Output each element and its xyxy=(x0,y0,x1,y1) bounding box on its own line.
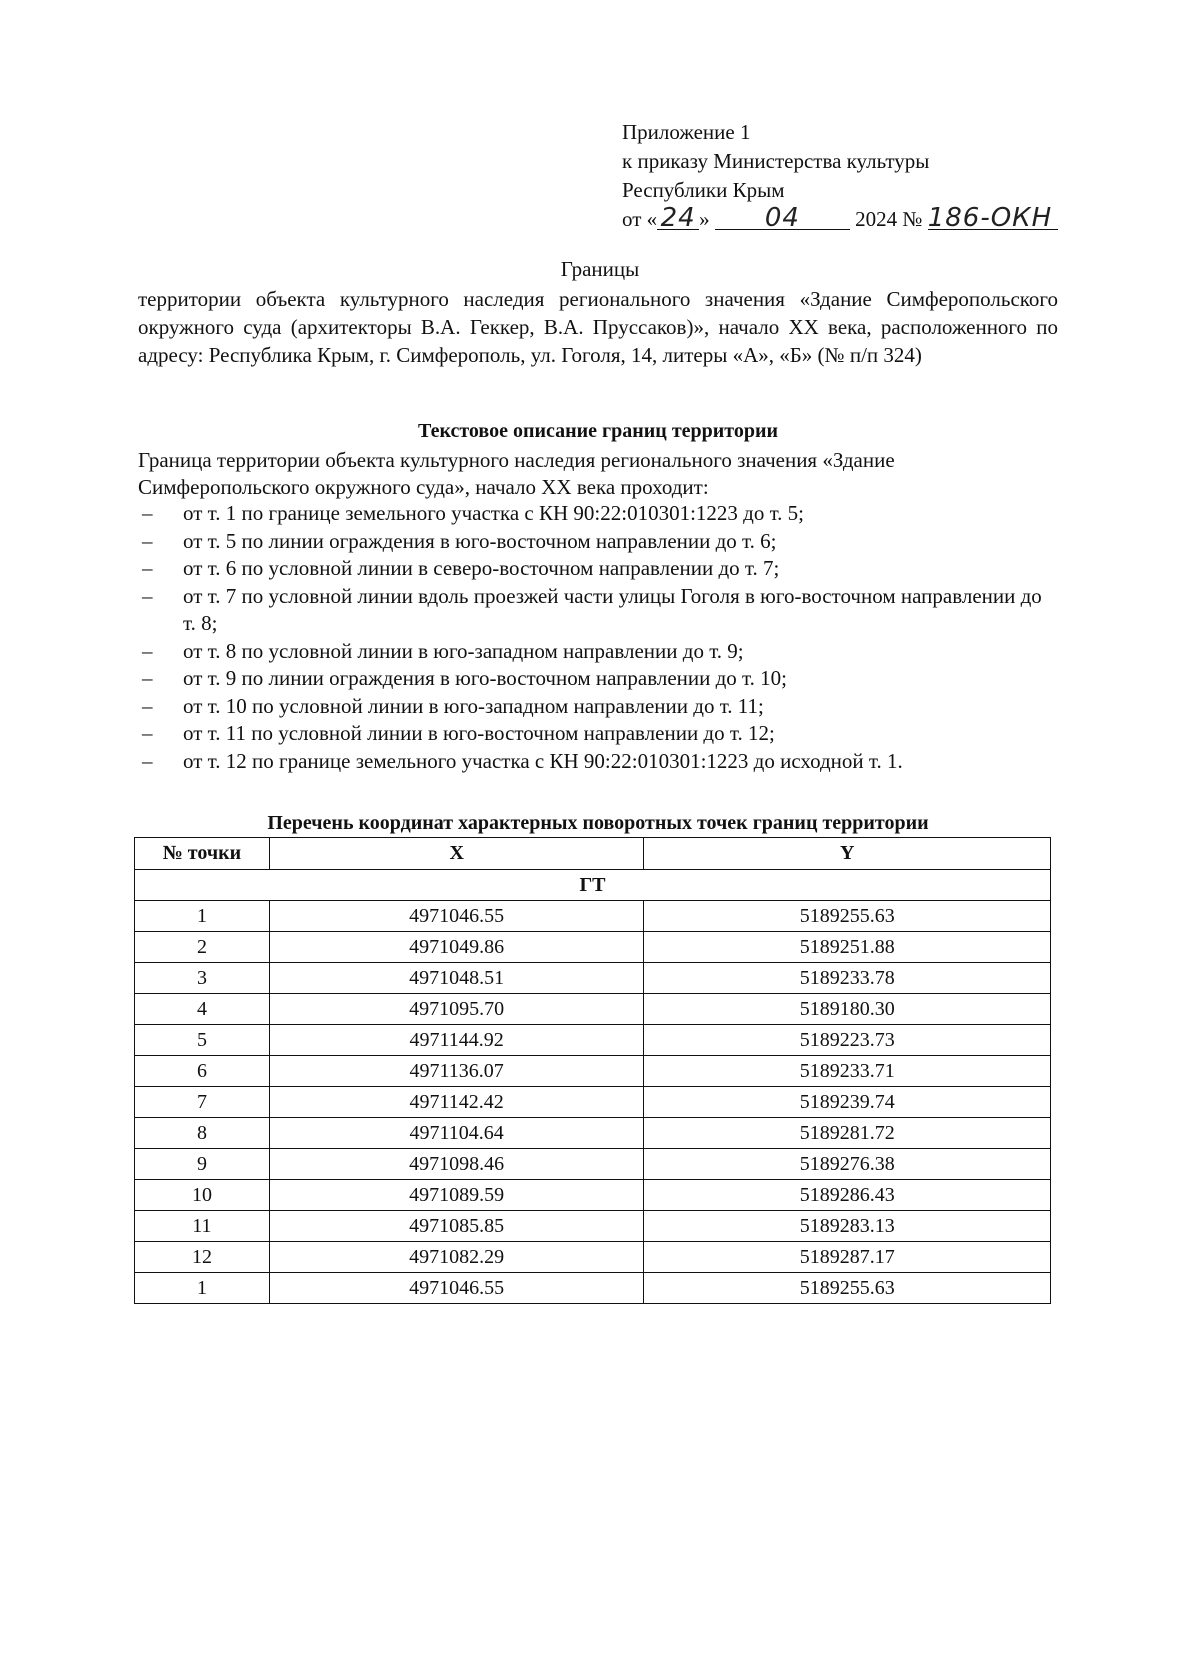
description-item: – от т. 7 по условной линии вдоль проезжей части улицы Гоголя в юго-восточном направлении до т. 8; xyxy=(142,583,1042,635)
table-row: 3 4971048.51 5189233.78 xyxy=(135,963,1051,994)
table-row: 1 4971046.55 5189255.63 xyxy=(135,1273,1051,1304)
table-header-row xyxy=(135,838,1051,870)
coordinates-table-title: Перечень координат характерных поворотных точек границ территории xyxy=(267,812,929,834)
date-month: 04 xyxy=(715,207,850,230)
header-y: Y xyxy=(644,838,1051,870)
description-item: – от т. 11 по условной линии в юго-восточном направлении до т. 12; xyxy=(142,721,775,745)
table-row: 10 4971089.59 5189286.43 xyxy=(135,1180,1051,1211)
table-row: 4 4971095.70 5189180.30 xyxy=(135,994,1051,1025)
date-year: 2024 № xyxy=(855,207,923,231)
table-row: 2 4971049.86 5189251.88 xyxy=(135,932,1051,963)
description-item: – от т. 8 по условной линии в юго-западном направлении до т. 9; xyxy=(142,638,744,663)
description-heading: Текстовое описание границ территории xyxy=(417,420,779,442)
date-separator: » xyxy=(699,207,710,231)
table-row: 7 4971142.42 5189239.74 xyxy=(135,1087,1051,1118)
description-list xyxy=(138,500,1058,775)
appendix-block xyxy=(622,118,1058,234)
header-point-number: № точки xyxy=(135,838,270,870)
description-item: – от т. 12 по границе земельного участка с КН 90:22:010301:1223 до исходной т. 1. xyxy=(142,748,903,773)
date-day: 24 xyxy=(657,207,699,230)
table-row: 5 4971144.92 5189223.73 xyxy=(135,1025,1051,1056)
appendix-line-2: к приказу Министерства культуры xyxy=(622,149,930,173)
table-row: 8 4971104.64 5189281.72 xyxy=(135,1118,1051,1149)
description-item: – от т. 5 по линии ограждения в юго-восточном направлении до т. 6; xyxy=(142,528,777,553)
appendix-date-line xyxy=(622,205,1058,234)
description-item: – от т. 9 по линии ограждения в юго-восточном направлении до т. 10; xyxy=(142,666,787,690)
appendix-line-3: Республики Крым xyxy=(622,178,785,202)
description-item: – от т. 10 по условной линии в юго-западном направлении до т. 11; xyxy=(142,693,764,718)
order-number: 186-ОКН xyxy=(928,207,1058,230)
document-subject: территории объекта культурного наследия регионального значения «Здание Симферопольского окружного суда (архитекторы В.А. Геккер, В.А. Пруссаков)», начало XX века, расположенного по адресу: Республика Крым, г. Симферополь, ул. Гоголя, 14, литеры «А», «Б» (№ п/п 324) xyxy=(138,287,1058,367)
table-row: 6 4971136.07 5189233.71 xyxy=(135,1056,1051,1087)
header-x: X xyxy=(269,838,644,870)
description-intro: Граница территории объекта культурного наследия регионального значения «Здание Симферопольского окружного суда», начало XX века проходит: xyxy=(138,448,895,499)
date-prefix: от « xyxy=(622,207,658,231)
table-row: 12 4971082.29 5189287.17 xyxy=(135,1242,1051,1273)
description-item: – от т. 1 по границе земельного участка с КН 90:22:010301:1223 до т. 5; xyxy=(142,501,805,525)
table-row: 1 4971046.55 5189255.63 xyxy=(135,901,1051,932)
description-item: – от т. 6 по условной линии в северо-восточном направлении до т. 7; xyxy=(142,556,780,580)
group-label: ГТ xyxy=(135,870,1051,901)
document-title: Границы xyxy=(560,257,640,281)
coordinates-table xyxy=(134,837,1051,1304)
table-row: 11 4971085.85 5189283.13 xyxy=(135,1211,1051,1242)
table-row: 9 4971098.46 5189276.38 xyxy=(135,1149,1051,1180)
appendix-line-1: Приложение 1 xyxy=(622,120,751,144)
table-group-row xyxy=(135,870,1051,901)
